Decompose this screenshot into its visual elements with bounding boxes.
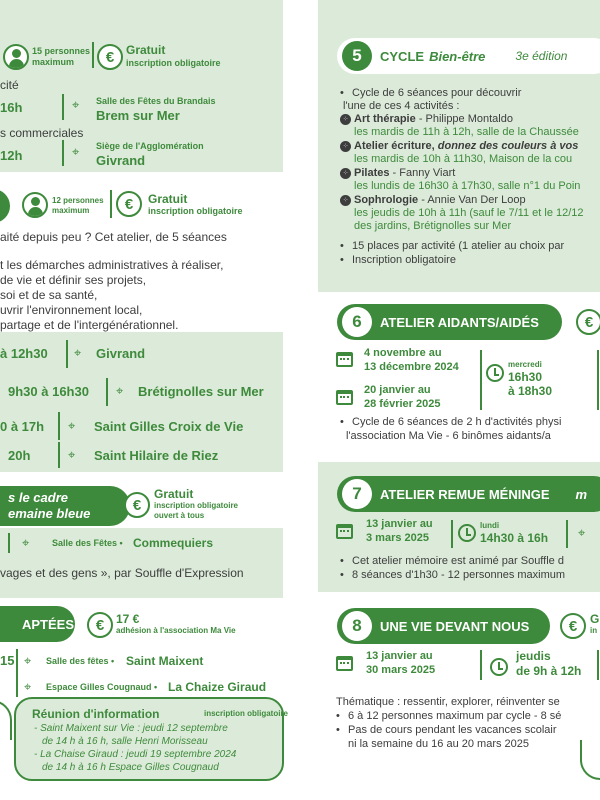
person-icon xyxy=(3,44,29,70)
block-a-time2: 12h xyxy=(0,148,23,163)
banner-line: emaine bleue xyxy=(8,506,91,521)
section-title: ATELIER AIDANTS/AIDÉS xyxy=(380,314,539,330)
section-8-line: • Pas de cours pendant les vacances scolair xyxy=(336,724,557,736)
separator xyxy=(106,378,108,406)
separator xyxy=(451,520,453,548)
section-title-italic: Bien-être xyxy=(429,48,486,64)
separator xyxy=(58,412,60,440)
section-8-banner xyxy=(337,608,550,644)
activity-atelier-ecriture: ⁘ Atelier écriture, donnez des couleurs à vos xyxy=(340,140,578,152)
euro-icon: € xyxy=(576,309,600,335)
schedule-time: 20h xyxy=(8,448,31,463)
section-title: ATELIER REMUE MÉNINGE xyxy=(380,486,550,502)
row-number: 15 xyxy=(0,653,15,668)
block-a-line2: s commerciales xyxy=(0,126,84,140)
schedule-time: à 12h30 xyxy=(0,346,48,361)
separator xyxy=(597,350,599,410)
day-label: lundi xyxy=(480,521,500,530)
persons-count: 15 personnes xyxy=(32,46,91,56)
section-7-description: • Cet atelier mémoire est animé par Souffle d xyxy=(340,555,564,567)
meeting-line: de 14 h à 16 h Espace Gilles Cougnaud xyxy=(42,762,219,773)
clock-icon xyxy=(486,364,504,382)
block-b-line: t les démarches administratives à réaliser, xyxy=(0,258,224,272)
separator xyxy=(480,350,482,410)
persons-label: maximum xyxy=(32,57,75,67)
map-pin-icon: ⌖ xyxy=(22,535,30,550)
date-line: 4 novembre au xyxy=(364,347,442,359)
activity-sophrologie: ⁘ Sophrologie - Annie Van Der Loop xyxy=(340,194,526,206)
section-number: 8 xyxy=(342,611,372,641)
separator xyxy=(62,94,64,120)
banner-line: s le cadre xyxy=(8,490,68,505)
price-label: Gratuit xyxy=(126,43,166,57)
persons-count: 12 personnes xyxy=(52,196,104,205)
separator xyxy=(58,442,60,468)
separator xyxy=(66,340,68,368)
block-a-city1: Brem sur Mer xyxy=(96,108,180,123)
section-7-banner xyxy=(337,476,600,512)
map-pin-icon: ⌖ xyxy=(72,97,80,112)
block-a-venue2: Siège de l'Agglomération xyxy=(96,141,204,151)
dots-icon: ⁘ xyxy=(340,114,351,125)
block-b-line: uvrir l'environnement local, xyxy=(0,303,143,317)
section-edition: 3e édition xyxy=(515,49,568,63)
day-label: jeudis xyxy=(516,649,551,663)
calendar-icon xyxy=(336,524,353,539)
section-number: 5 xyxy=(342,41,372,71)
separator xyxy=(16,649,18,697)
schedule-city: Saint Gilles Croix de Vie xyxy=(94,419,244,434)
activity-when: les mardis de 10h à 11h30, Maison de la cou xyxy=(354,153,573,165)
separator xyxy=(110,190,112,218)
time-label: 16h30 xyxy=(508,370,543,384)
block-b-line: partage et de l'intergénérationnel. xyxy=(0,318,179,332)
price-note: ouvert à tous xyxy=(154,511,205,520)
schedule-time: 9h30 à 16h30 xyxy=(8,384,89,399)
date-line: 13 janvier au xyxy=(366,650,433,662)
separator xyxy=(566,520,568,548)
price-label-cut: G xyxy=(590,612,600,626)
clock-icon xyxy=(458,524,476,542)
price-note-cut: in xyxy=(590,626,598,635)
dots-icon: ⁘ xyxy=(340,168,351,179)
activity-when: les mardis de 11h à 12h, salle de la Chaussée xyxy=(354,126,579,138)
block-a-time1: 16h xyxy=(0,100,23,115)
date-line: 13 janvier au xyxy=(366,518,433,530)
venue-label: Salle des fêtes • xyxy=(46,656,115,666)
section-title: CYCLE xyxy=(380,48,425,64)
day-label: mercredi xyxy=(508,360,542,369)
block-b-line: soi et de sa santé, xyxy=(0,288,98,302)
section-7-description: • 8 séances d'1h30 - 12 personnes maximum xyxy=(340,569,566,581)
block-b-line: de vie et définir ses projets, xyxy=(0,273,147,287)
price-note: inscription obligatoire xyxy=(148,206,243,216)
separator xyxy=(92,42,94,68)
date-line: 3 mars 2025 xyxy=(366,532,429,544)
section-5-note: • 15 places par activité (1 atelier au choix par xyxy=(340,240,565,252)
euro-icon: € xyxy=(97,44,123,70)
venue-label: Salle des Fêtes • xyxy=(52,538,123,548)
schedule-city: Saint Hilaire de Riez xyxy=(94,448,219,463)
activity-when: les lundis de 16h30 à 17h30, salle n°1 du Poin xyxy=(354,180,581,192)
map-pin-icon: ⌖ xyxy=(74,345,82,360)
meeting-line: - Saint Maixent sur Vie : jeudi 12 septembre xyxy=(34,723,228,734)
venue-city: La Chaize Giraud xyxy=(168,680,267,694)
date-line: 13 décembre 2024 xyxy=(364,361,459,373)
separator xyxy=(8,533,10,553)
activity-art-therapie: ⁘ Art thérapie - Philippe Montaldo xyxy=(340,113,513,125)
map-pin-icon: ⌖ xyxy=(24,679,32,694)
banner-title: APTÉES xyxy=(22,616,75,632)
block-a-venue1: Salle des Fêtes du Brandais xyxy=(96,96,216,106)
venue-label: Espace Gilles Cougnaud • xyxy=(46,682,158,692)
section-8-line: • 6 à 12 personnes maximum par cycle - 8 sé xyxy=(336,710,562,722)
map-pin-icon: ⌖ xyxy=(72,144,80,159)
dots-icon: ⁘ xyxy=(340,195,351,206)
section-5-note: • Inscription obligatoire xyxy=(340,254,456,266)
arrow-curve xyxy=(580,740,600,780)
section-6-description: l'association Ma Vie - 6 binômes aidants/a xyxy=(346,430,551,442)
calendar-icon xyxy=(336,656,353,671)
section-number: 7 xyxy=(342,479,372,509)
date-line: 28 février 2025 xyxy=(364,398,441,410)
time-label: 14h30 à 16h xyxy=(480,531,549,545)
euro-icon: € xyxy=(124,492,150,518)
meeting-title: Réunion d'information xyxy=(32,707,160,721)
meeting-box xyxy=(14,697,289,781)
section-8-line: ni la semaine du 16 au 20 mars 2025 xyxy=(348,738,530,750)
banner-cut xyxy=(0,189,10,223)
section-banner-semaine-bleue xyxy=(0,486,130,526)
dots-icon: ⁘ xyxy=(340,141,351,152)
arrow-curve xyxy=(0,700,12,740)
date-line: 20 janvier au xyxy=(364,384,431,396)
calendar-icon xyxy=(336,390,353,405)
price-note: inscription obligatoire xyxy=(154,501,239,510)
section-6-banner xyxy=(337,304,562,340)
person-icon xyxy=(22,192,48,218)
euro-icon: € xyxy=(116,191,142,217)
clock-icon xyxy=(490,658,508,676)
time-label: à 18h30 xyxy=(508,384,553,398)
venue-city: Saint Maixent xyxy=(126,654,204,668)
block-a-city2: Givrand xyxy=(96,153,146,168)
separator xyxy=(597,650,599,680)
price-label: Gratuit xyxy=(148,192,188,206)
map-pin-icon: ⌖ xyxy=(68,418,76,433)
price-label: Gratuit xyxy=(154,487,194,501)
activity-when: des jardins, Brétignolles sur Mer xyxy=(354,220,512,232)
meeting-line: de 14 h à 16 h, salle Henri Morisseau xyxy=(42,736,208,747)
section-number: 6 xyxy=(342,307,372,337)
calendar-icon xyxy=(336,352,353,367)
section-8-theme: Thématique : ressentir, explorer, réinventer se xyxy=(336,696,560,708)
map-pin-icon: ⌖ xyxy=(24,653,32,668)
time-label: de 9h à 12h xyxy=(516,664,582,678)
price-note: adhésion à l'association Ma Vie xyxy=(116,626,236,635)
meeting-note: inscription obligatoire xyxy=(204,709,289,718)
section-6-description: • Cycle de 6 séances de 2 h d'activités physi xyxy=(340,416,562,428)
section-title-extra: m xyxy=(575,486,588,502)
map-pin-icon: ⌖ xyxy=(116,383,124,398)
euro-icon: € xyxy=(87,612,113,638)
block-c-description: vages et des gens », par Souffle d'Expression xyxy=(0,566,244,580)
separator xyxy=(480,650,482,680)
section-banner-adaptees xyxy=(0,606,75,642)
section-5-intro: l'une de ces 4 activités : xyxy=(343,100,460,112)
meeting-line: - La Chaise Giraud : jeudi 19 septembre 2024 xyxy=(34,749,237,760)
schedule-city: Givrand xyxy=(96,346,146,361)
date-line: 30 mars 2025 xyxy=(366,664,436,676)
activity-when: les jeudis de 10h à 11h (sauf le 7/11 et le 12/12 xyxy=(354,207,584,219)
venue-city: Commequiers xyxy=(133,536,214,550)
section-5-intro: • Cycle de 6 séances pour découvrir xyxy=(340,87,522,99)
price-label: 17 € xyxy=(116,612,140,626)
price-note: inscription obligatoire xyxy=(126,58,221,68)
persons-label: maximum xyxy=(52,206,90,215)
map-pin-icon: ⌖ xyxy=(578,525,586,540)
separator xyxy=(62,140,64,166)
block-a-line1: cité xyxy=(0,78,19,92)
section-title: UNE VIE DEVANT NOUS xyxy=(380,618,530,634)
block-b-intro: aité depuis peu ? Cet atelier, de 5 séances xyxy=(0,230,227,244)
map-pin-icon: ⌖ xyxy=(68,447,76,462)
activity-pilates: ⁘ Pilates - Fanny Viart xyxy=(340,167,455,179)
schedule-city: Brétignolles sur Mer xyxy=(138,384,264,399)
schedule-time: 0 à 17h xyxy=(0,419,45,434)
section-5-banner xyxy=(337,38,600,74)
euro-icon: € xyxy=(560,613,586,639)
